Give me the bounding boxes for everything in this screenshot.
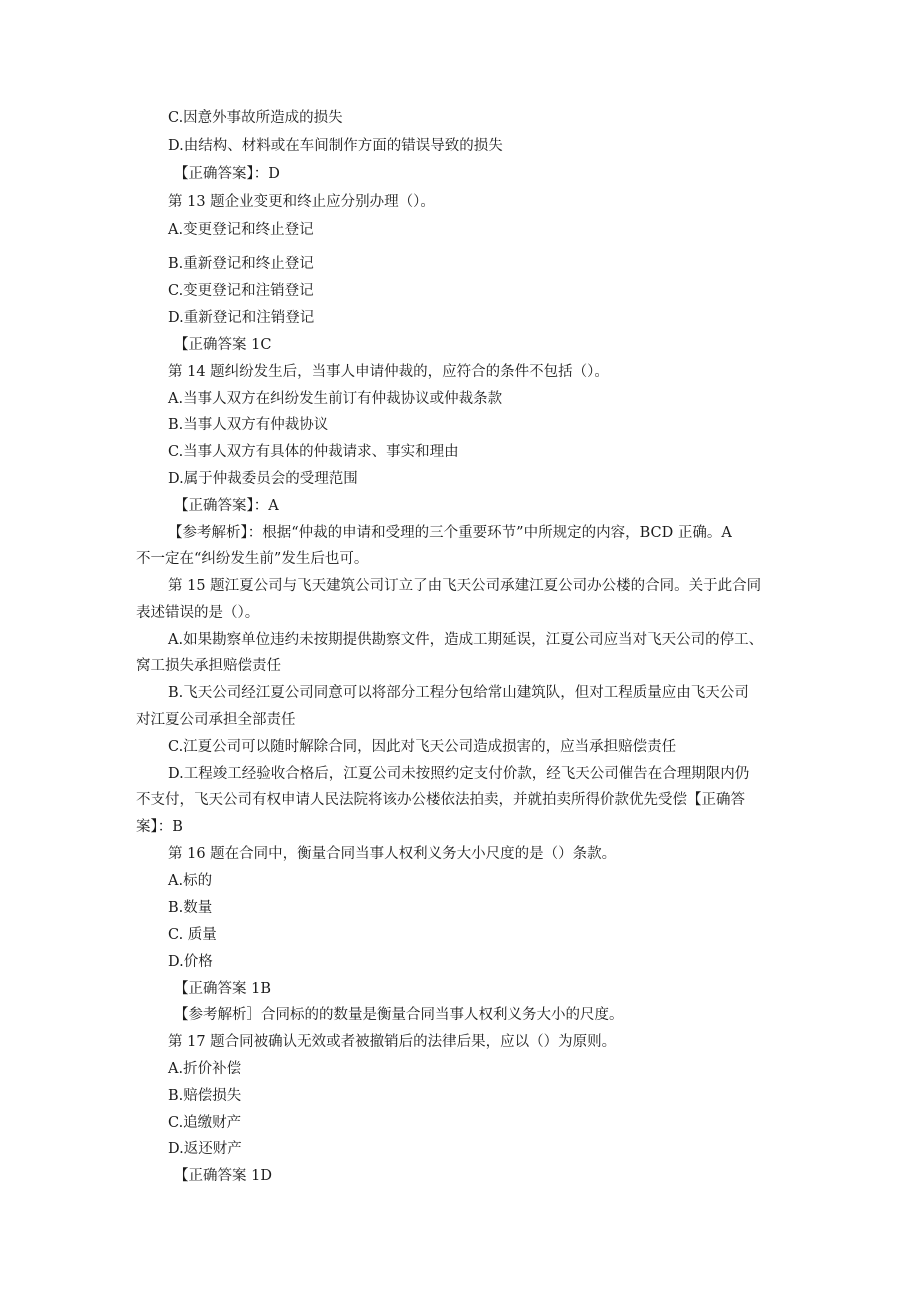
option-a-q14: A.当事人双方在纠纷发生前订有仲裁协议或仲裁条款	[168, 391, 503, 407]
option-b-q14: B.当事人双方有仲裁协议	[168, 417, 329, 433]
option-b-q16: B.数量	[168, 900, 213, 916]
option-d-q16: D.价格	[168, 954, 213, 970]
option-b-q15-cont: 对江夏公司承担全部责任	[136, 712, 296, 728]
option-d-q12: D.由结构、材料或在车间制作方面的错误导致的损失	[168, 138, 503, 154]
option-c-q16: C. 质量	[168, 927, 217, 943]
question-17: 第 17 题合同被确认无效或者被撤销后的法律后果，应以（）为原则。	[168, 1034, 617, 1050]
answer-q14: 【正确答案】：A	[174, 498, 279, 514]
answer-q16: 【正确答案 1B	[174, 981, 271, 997]
question-16: 第 16 题在合同中，衡量合同当事人权利义务大小尺度的是（）条款。	[168, 846, 617, 862]
question-15-cont: 表述错误的是（）。	[136, 605, 260, 621]
option-a-q16: A.标的	[168, 873, 213, 889]
question-14: 第 14 题纠纷发生后，当事人申请仲裁的，应符合的条件不包括（）。	[168, 364, 609, 380]
option-c-q15: C.江夏公司可以随时解除合同，因此对飞天公司造成损害的，应当承担赔偿责任	[168, 739, 677, 755]
option-a-q13: A.变更登记和终止登记	[168, 222, 314, 238]
option-c-q13: C.变更登记和注销登记	[168, 283, 314, 299]
option-a-q15-cont: 窝工损失承担赔偿责任	[136, 658, 281, 674]
option-b-q17: B.赔偿损失	[168, 1088, 242, 1104]
option-d-q15-cont: 不支付，飞天公司有权申请人民法院将该办公楼依法拍卖，并就拍卖所得价款优先受偿【正确答	[136, 792, 745, 808]
answer-q13: 【正确答案 1C	[174, 337, 272, 353]
option-d-q15: D.工程竣工经验收合格后，江夏公司未按照约定支付价款，经飞天公司催告在合理期限内仍	[168, 766, 750, 782]
answer-q15: 案】：B	[136, 819, 183, 835]
question-13: 第 13 题企业变更和终止应分别办理（）。	[168, 194, 435, 210]
option-c-q17: C.追缴财产	[168, 1115, 242, 1131]
option-b-q15: B.飞天公司经江夏公司同意可以将部分工程分包给常山建筑队，但对工程质量应由飞天公司	[168, 685, 749, 701]
option-c-q14: C.当事人双方有具体的仲裁请求、事实和理由	[168, 444, 459, 460]
option-d-q13: D.重新登记和注销登记	[168, 310, 315, 326]
option-a-q15: A.如果勘察单位违约未按期提供勘察文件，造成工期延误，江夏公司应当对飞天公司的停工、	[168, 632, 764, 648]
option-c-q12: C.因意外事故所造成的损失	[168, 110, 343, 126]
question-15: 第 15 题江夏公司与飞天建筑公司订立了由飞天公司承建江夏公司办公楼的合同。关于此合同	[168, 578, 762, 594]
explanation-q14-cont: 不一定在“纠纷发生前”发生后也可。	[136, 551, 369, 567]
option-d-q14: D.属于仲裁委员会的受理范围	[168, 471, 358, 487]
option-b-q13: B.重新登记和终止登记	[168, 256, 314, 272]
answer-q12: 【正确答案】：D	[174, 166, 280, 182]
explanation-q14: 【参考解析】：根据“仲裁的申请和受理的三个重要环节”中所规定的内容，BCD 正确。A	[168, 525, 732, 541]
option-d-q17: D.返还财产	[168, 1141, 242, 1157]
answer-q17: 【正确答案 1D	[174, 1168, 272, 1184]
option-a-q17: A.折价补偿	[168, 1061, 242, 1077]
explanation-q16: 【参考解析］合同标的的数量是衡量合同当事人权利义务大小的尺度。	[174, 1007, 624, 1023]
